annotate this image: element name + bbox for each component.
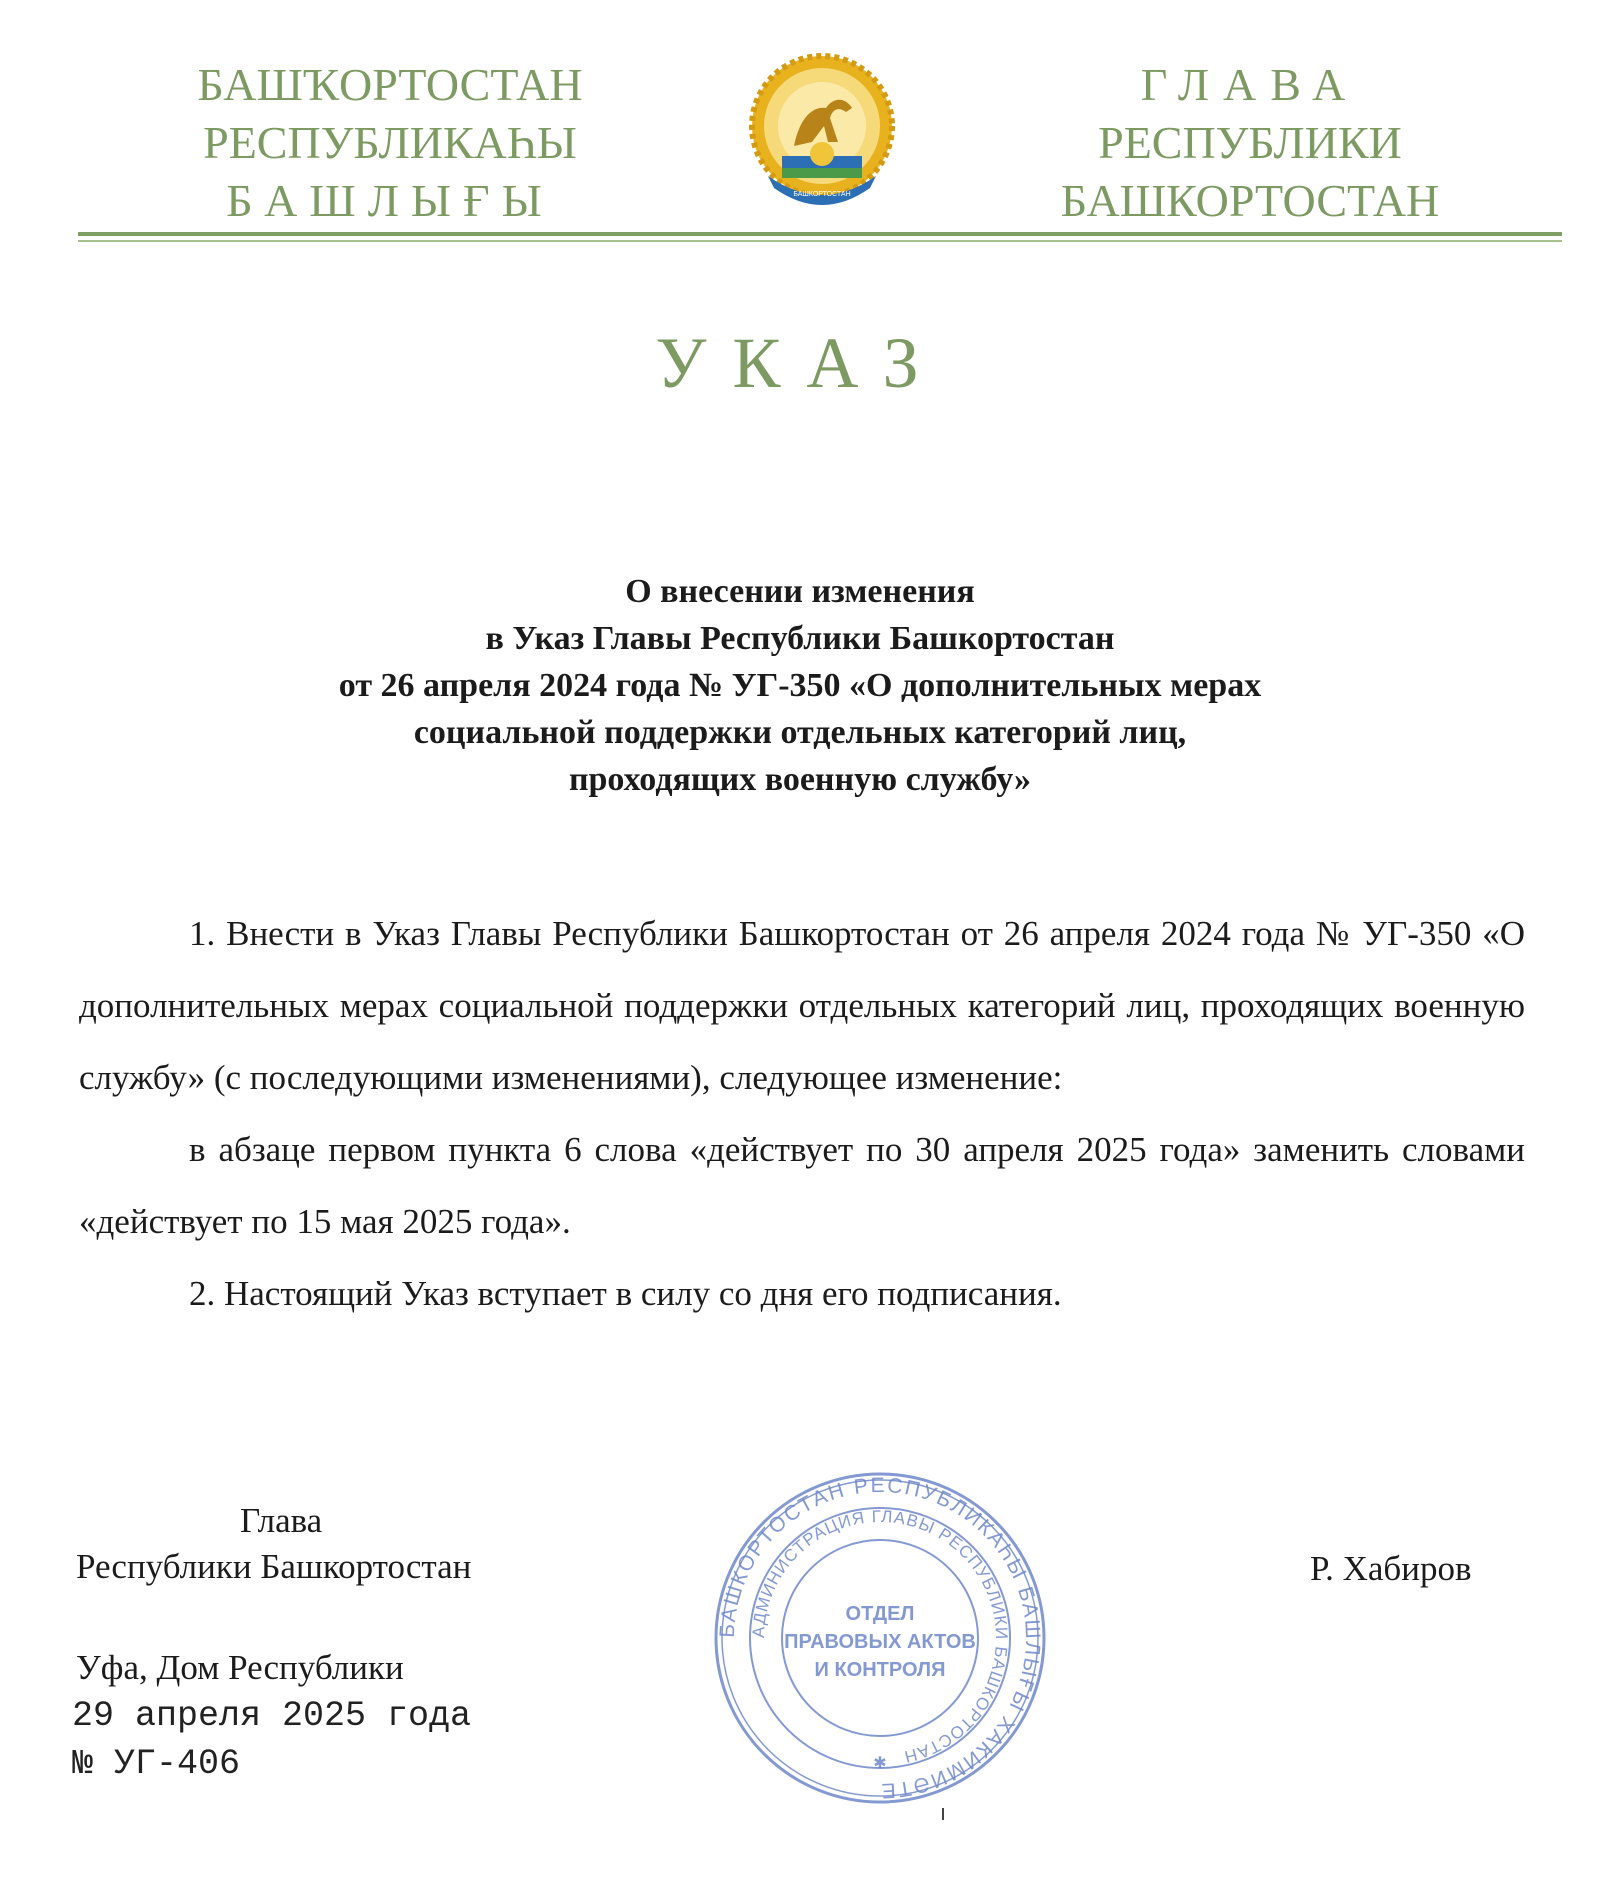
header-left-line-2: РЕСПУБЛИКАҺЫ <box>203 117 577 168</box>
signatory-title-line-2: Республики Башкортостан <box>76 1547 472 1586</box>
stamp-center-line-3: И КОНТРОЛЯ <box>814 1659 946 1681</box>
header-divider-thin <box>78 240 1562 242</box>
header-right-line-1: ГЛАВА <box>1140 59 1360 110</box>
bashkortostan-emblem-icon <box>734 46 910 216</box>
issue-place: Уфа, Дом Республики <box>76 1648 404 1687</box>
header-right-line-2: РЕСПУБЛИКИ <box>1098 117 1402 168</box>
header-left-bashkir <box>140 56 640 230</box>
stamp-outer-text: БАШКОРТОСТАН РЕСПУБЛИКАҺЫ БАШЛЫҒЫ ХАКИМИӘТЕ <box>715 1473 1045 1803</box>
document-type: УКАЗ <box>655 323 945 403</box>
stamp-center-line-1: ОТДЕЛ <box>845 1603 915 1625</box>
paragraph-2: в абзаце первом пункта 6 слова «действует по 30 апреля 2025 года» заменить словами «действует по 15 мая 2025 года». <box>79 1130 1525 1241</box>
signatory-name: Р. Хабиров <box>1310 1549 1472 1588</box>
emblem-ribbon-text: БАШКОРТОСТАН <box>793 191 851 198</box>
title-line-5: проходящих военную службу» <box>568 761 1032 798</box>
header-right-russian <box>1010 56 1490 230</box>
stamp-center-line-2: ПРАВОВЫХ АКТОВ <box>784 1631 976 1653</box>
paragraph-1: 1. Внести в Указ Главы Республики Башкортостан от 26 апреля 2024 года № УГ-350 «О дополнительных мерах социальной поддержки отдельных категорий лиц, проходящих военную службу» (с последующими изменениями), следующее изменение: <box>79 914 1525 1097</box>
document-body <box>79 898 1525 1330</box>
title-line-3: от 26 апреля 2024 года № УГ-350 «О дополнительных мерах <box>338 667 1262 704</box>
page-mark <box>942 1808 944 1820</box>
stamp-middle-text: АДМИНИСТРАЦИЯ ГЛАВЫ РЕСПУБЛИКИ БАШКОРТОСТАН <box>748 1506 1012 1767</box>
title-line-1: О внесении изменения <box>625 573 975 610</box>
header-right-line-3: БАШКОРТОСТАН <box>1060 175 1440 226</box>
title-line-4: социальной поддержки отдельных категорий лиц, <box>413 714 1187 751</box>
title-line-2: в Указ Главы Республики Башкортостан <box>485 620 1115 657</box>
signatory-title-line-1: Глава <box>240 1501 323 1540</box>
official-stamp <box>710 1468 1050 1808</box>
header-left-line-1: БАШҠОРТОСТАН <box>197 59 583 110</box>
paragraph-3: 2. Настоящий Указ вступает в силу со дня его подписания. <box>189 1274 1062 1313</box>
decree-number: № УГ-406 <box>72 1744 241 1784</box>
header-divider <box>78 232 1562 236</box>
document-title <box>120 568 1480 803</box>
issue-date: 29 апреля 2025 года <box>72 1696 472 1736</box>
stamp-asterisks-icon: ✱ <box>873 1755 887 1772</box>
signatory-title <box>76 1498 471 1590</box>
header-left-line-3: БАШЛЫҒЫ <box>226 175 554 226</box>
